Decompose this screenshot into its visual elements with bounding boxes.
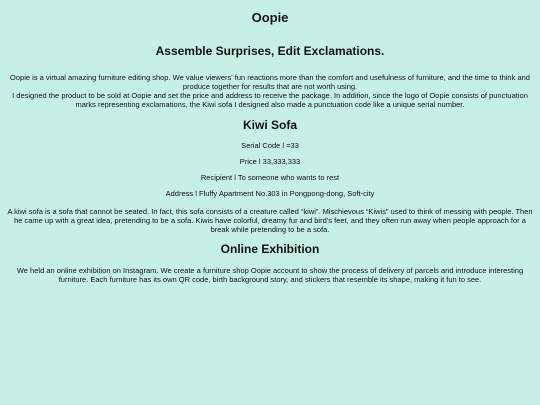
site-title: Oopie <box>251 10 289 25</box>
address: Address l Fluffy Apartment No.303 in Pongpong-dong, Soft-city <box>165 189 375 198</box>
page <box>0 10 540 405</box>
kiwi-sofa-description: A kiwi sofa is a sofa that cannot be seated. In fact, this sofa consists of a creature called “kiwi”. Mischievous “Kiwis” used to think of messing with people. Then he came up with a great idea, pretending to be a sofa. Kiwis have colorful, dreamy fur and bird’s feet, and they often run away when people approach for a break while pretending to be a sofa. <box>7 207 533 234</box>
tagline: Assemble Surprises, Edit Exclamations. <box>155 44 385 58</box>
intro-section <box>4 73 536 109</box>
price: Price l 33,333,333 <box>239 157 301 166</box>
online-exhibition-description: We held an online exhibition on Instagram. We create a furniture shop Oopie account to show the process of delivery of parcels and introduce interesting furniture. Each furniture has its own QR code, birth background story, and stickers that resemble its shape, making it fun to see. <box>16 266 524 284</box>
serial-code: Serial Code l =33 <box>241 141 299 150</box>
kiwi-sofa-title: Kiwi Sofa <box>242 118 297 132</box>
recipient: Recipient l To someone who wants to rest <box>200 173 340 182</box>
intro-paragraph: I designed the product to be sold at Oopie and set the price and address to receive the package. In addition, since the logo of Oopie consists of punctuation marks representing exclamations, the Kiwi sofa I designed also made a punctuation code like a unique serial number. <box>12 91 528 109</box>
online-exhibition-title: Online Exhibition <box>220 242 320 256</box>
intro-paragraph: Oopie is a virtual amazing furniture editing shop. We value viewers' fun reactions more than the comfort and usefulness of furniture, and the time to think and produce together for results that are not worth using. <box>10 73 530 91</box>
